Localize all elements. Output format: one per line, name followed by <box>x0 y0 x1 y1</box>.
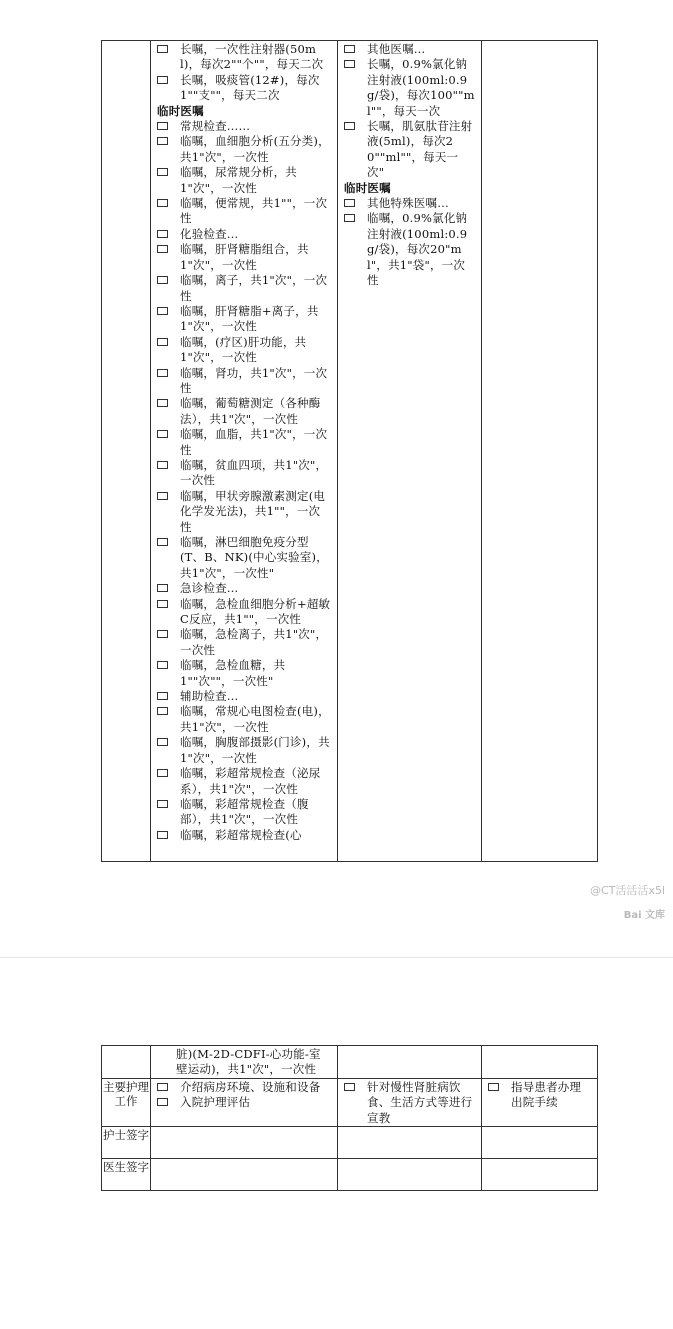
order-text: 临嘱，肝肾糖脂组合，共1"次"，一次性 <box>180 242 309 272</box>
checkbox-icon[interactable] <box>344 122 355 130</box>
checkbox-icon[interactable] <box>157 199 168 207</box>
list-item <box>157 165 331 196</box>
order-text: 临嘱，血脂，共1"次"，一次性 <box>180 427 328 457</box>
list-item <box>157 689 331 704</box>
order-text: 其他医嘱… <box>367 42 426 56</box>
row-label-main-nursing: 主要护理工作 <box>102 1078 151 1126</box>
list-item <box>157 766 331 797</box>
list-item <box>344 119 475 181</box>
nursing-col-day3 <box>482 1078 598 1126</box>
order-text: 长嘱，吸痰管(12#)，每次1""支""，每天二次 <box>180 72 320 103</box>
checkbox-icon[interactable] <box>344 1083 355 1091</box>
checkbox-icon[interactable] <box>157 245 168 253</box>
orders-column-day2 <box>338 41 482 862</box>
checkbox-icon[interactable] <box>344 60 355 68</box>
order-text: 急诊检查… <box>180 581 239 596</box>
orders-list <box>151 41 337 843</box>
order-text: 临嘱，便常规，共1""，一次性 <box>180 196 328 226</box>
order-text: 临嘱，离子，共1"次"，一次性 <box>180 273 328 303</box>
order-text: 临嘱，肾功，共1"次"，一次性 <box>180 365 328 395</box>
list-item <box>344 211 475 288</box>
list-item <box>344 1080 475 1126</box>
order-text: 长嘱，肌氨肽苷注射液(5ml)，每次20""ml""，每天一次" <box>367 119 473 180</box>
checkbox-icon[interactable] <box>157 707 168 715</box>
list-item <box>157 73 331 104</box>
checkbox-icon[interactable] <box>157 800 168 808</box>
signature-cell <box>482 1127 598 1159</box>
checkbox-icon[interactable] <box>157 538 168 546</box>
order-text: 临嘱，血细胞分析(五分类)，共1"次"，一次性 <box>180 134 330 164</box>
checkbox-icon[interactable] <box>157 307 168 315</box>
order-text: 入院护理评估 <box>180 1095 251 1110</box>
table-row <box>102 41 598 862</box>
list-item <box>344 42 475 57</box>
checkbox-icon[interactable] <box>157 584 168 592</box>
order-text: 长嘱，一次性注射器(50ml)，每次2""个""，每天二次 <box>180 42 324 72</box>
table-row <box>102 1078 598 1126</box>
order-text: 介绍病房环境、设施和设备 <box>180 1079 321 1094</box>
baidu-wenku-logo: Bai 文库 <box>623 910 665 921</box>
order-text: 临嘱，急检血糖，共1""次""，一次性" <box>180 658 286 688</box>
checkbox-icon[interactable] <box>488 1083 499 1091</box>
checkbox-icon[interactable] <box>157 461 168 469</box>
checkbox-icon[interactable] <box>344 45 355 53</box>
list-item <box>157 489 331 535</box>
list-item <box>344 196 475 211</box>
label-cell <box>102 1046 151 1079</box>
table-row <box>102 1127 598 1159</box>
orders-column-day3 <box>482 41 598 862</box>
checkbox-icon[interactable] <box>157 1083 168 1091</box>
list-item <box>157 627 331 658</box>
orders-column-day1 <box>151 41 338 862</box>
nursing-list <box>338 1079 481 1126</box>
checkbox-icon[interactable] <box>157 338 168 346</box>
author-watermark: @CT活活活x5l <box>590 884 665 897</box>
list-item <box>157 273 331 304</box>
list-item <box>157 335 331 366</box>
signature-cell <box>338 1159 482 1191</box>
row-label-nurse-signature: 护士签字 <box>102 1127 151 1159</box>
list-item <box>157 134 331 165</box>
signature-cell <box>338 1127 482 1159</box>
checkbox-icon[interactable] <box>157 1098 168 1106</box>
order-text: 针对慢性肾脏病饮食、生活方式等进行宣教 <box>367 1079 473 1125</box>
order-text: 临嘱，急检血细胞分析+超敏C反应，共1""，一次性 <box>180 596 331 627</box>
continued-order-cell <box>151 1046 338 1079</box>
checkbox-icon[interactable] <box>157 661 168 669</box>
checkbox-icon[interactable] <box>157 137 168 145</box>
order-text: 临嘱，葡萄糖测定（各种酶法），共1"次"，一次性 <box>180 396 321 426</box>
order-text: 长嘱，0.9%氯化钠注射液(100ml:0.9g/袋)，每次100""ml""，每天一次 <box>367 57 475 118</box>
empty-cell <box>338 1046 482 1079</box>
order-text: 临嘱，彩超常规检查（泌尿系），共1"次"，一次性 <box>180 766 321 796</box>
order-text: 常规检查…… <box>180 119 251 134</box>
checkbox-icon[interactable] <box>157 369 168 377</box>
nursing-list <box>151 1079 337 1111</box>
list-item <box>157 797 331 828</box>
list-item <box>157 458 331 489</box>
order-text: 临嘱，甲状旁腺激素测定(电化学发光法)，共1""，一次性 <box>180 488 326 534</box>
order-text: 临嘱，尿常规分析，共1"次"，一次性 <box>180 165 297 195</box>
table-row <box>102 1046 598 1079</box>
checkbox-icon[interactable] <box>157 168 168 176</box>
order-text: 其他特殊医嘱… <box>367 196 449 211</box>
checkbox-icon[interactable] <box>157 276 168 284</box>
checkbox-icon[interactable] <box>157 230 168 238</box>
row-label-doctor-signature: 医生签字 <box>102 1159 151 1191</box>
checkbox-icon[interactable] <box>344 199 355 207</box>
list-item <box>157 427 331 458</box>
list-item <box>157 597 331 628</box>
order-text: 临嘱，0.9%氯化钠注射液(100ml:0.9g/袋)，每次20"ml"，共1"袋"，一次性 <box>367 211 468 288</box>
checkbox-icon[interactable] <box>157 630 168 638</box>
checkbox-icon[interactable] <box>157 45 168 53</box>
order-text: 临嘱，彩超常规检查（腹部），共1"次"，一次性 <box>180 796 309 827</box>
label-cell <box>102 41 151 862</box>
list-item <box>157 119 331 134</box>
list-item <box>157 735 331 766</box>
checkbox-icon[interactable] <box>344 214 355 222</box>
document-page-2 <box>0 960 673 1329</box>
table-row <box>102 1159 598 1191</box>
checkbox-icon[interactable] <box>157 600 168 608</box>
nursing-table <box>101 1045 598 1191</box>
order-text: 临嘱，常规心电图检查(电)，共1"次"，一次性 <box>180 704 330 734</box>
checkbox-icon[interactable] <box>157 399 168 407</box>
checkbox-icon[interactable] <box>157 831 168 839</box>
section-header: 临时医嘱 <box>344 180 391 195</box>
list-item <box>344 57 475 119</box>
checkbox-icon[interactable] <box>157 492 168 500</box>
order-text: 临嘱，淋巴细胞免疫分型(T、B、NK)(中心实验室)，共1"次"，一次性" <box>180 535 328 580</box>
orders-table <box>101 40 598 862</box>
nursing-list <box>482 1079 597 1111</box>
order-text: 临嘱，(疗区)肝功能，共1"次"，一次性 <box>180 334 307 365</box>
order-text: 辅助检查… <box>180 689 239 704</box>
list-item <box>157 396 331 427</box>
checkbox-icon[interactable] <box>157 738 168 746</box>
order-text: 临嘱，肝肾糖脂+离子，共1"次"，一次性 <box>180 303 319 334</box>
page-divider <box>0 957 673 958</box>
order-text: 临嘱，急检离子，共1"次"，一次性 <box>180 627 328 657</box>
list-item <box>157 242 331 273</box>
nursing-col-day2 <box>338 1078 482 1126</box>
list-item <box>157 581 331 596</box>
continued-order-text: 脏)(M-2D-CDFI-心功能-室壁运动)，共1"次"，一次性 <box>176 1047 321 1077</box>
list-item <box>157 828 331 843</box>
checkbox-icon[interactable] <box>157 769 168 777</box>
list-item <box>157 304 331 335</box>
list-item <box>157 42 331 73</box>
list-item <box>157 658 331 689</box>
list-item <box>157 366 331 397</box>
list-item <box>157 1095 331 1110</box>
list-item <box>157 227 331 242</box>
list-item <box>157 196 331 227</box>
signature-cell <box>151 1159 338 1191</box>
section-header: 临时医嘱 <box>157 103 204 118</box>
checkbox-icon[interactable] <box>157 76 168 84</box>
checkbox-icon[interactable] <box>157 430 168 438</box>
empty-cell <box>482 1046 598 1079</box>
order-text: 临嘱，贫血四项，共1"次"，一次性 <box>180 457 328 488</box>
orders-list <box>338 41 481 289</box>
checkbox-icon[interactable] <box>157 122 168 130</box>
list-item <box>157 1080 331 1095</box>
order-text: 指导患者办理出院手续 <box>511 1079 582 1110</box>
list-item <box>488 1080 591 1111</box>
list-item <box>157 704 331 735</box>
order-text: 临嘱，胸腹部摄影(门诊)，共1"次"，一次性 <box>180 735 330 765</box>
order-text: 临嘱，彩超常规检查(心 <box>180 827 302 842</box>
nursing-col-day1 <box>151 1078 338 1126</box>
signature-cell <box>482 1159 598 1191</box>
signature-cell <box>151 1127 338 1159</box>
checkbox-icon[interactable] <box>157 692 168 700</box>
list-item <box>157 535 331 581</box>
order-text: 化验检查… <box>180 226 239 241</box>
